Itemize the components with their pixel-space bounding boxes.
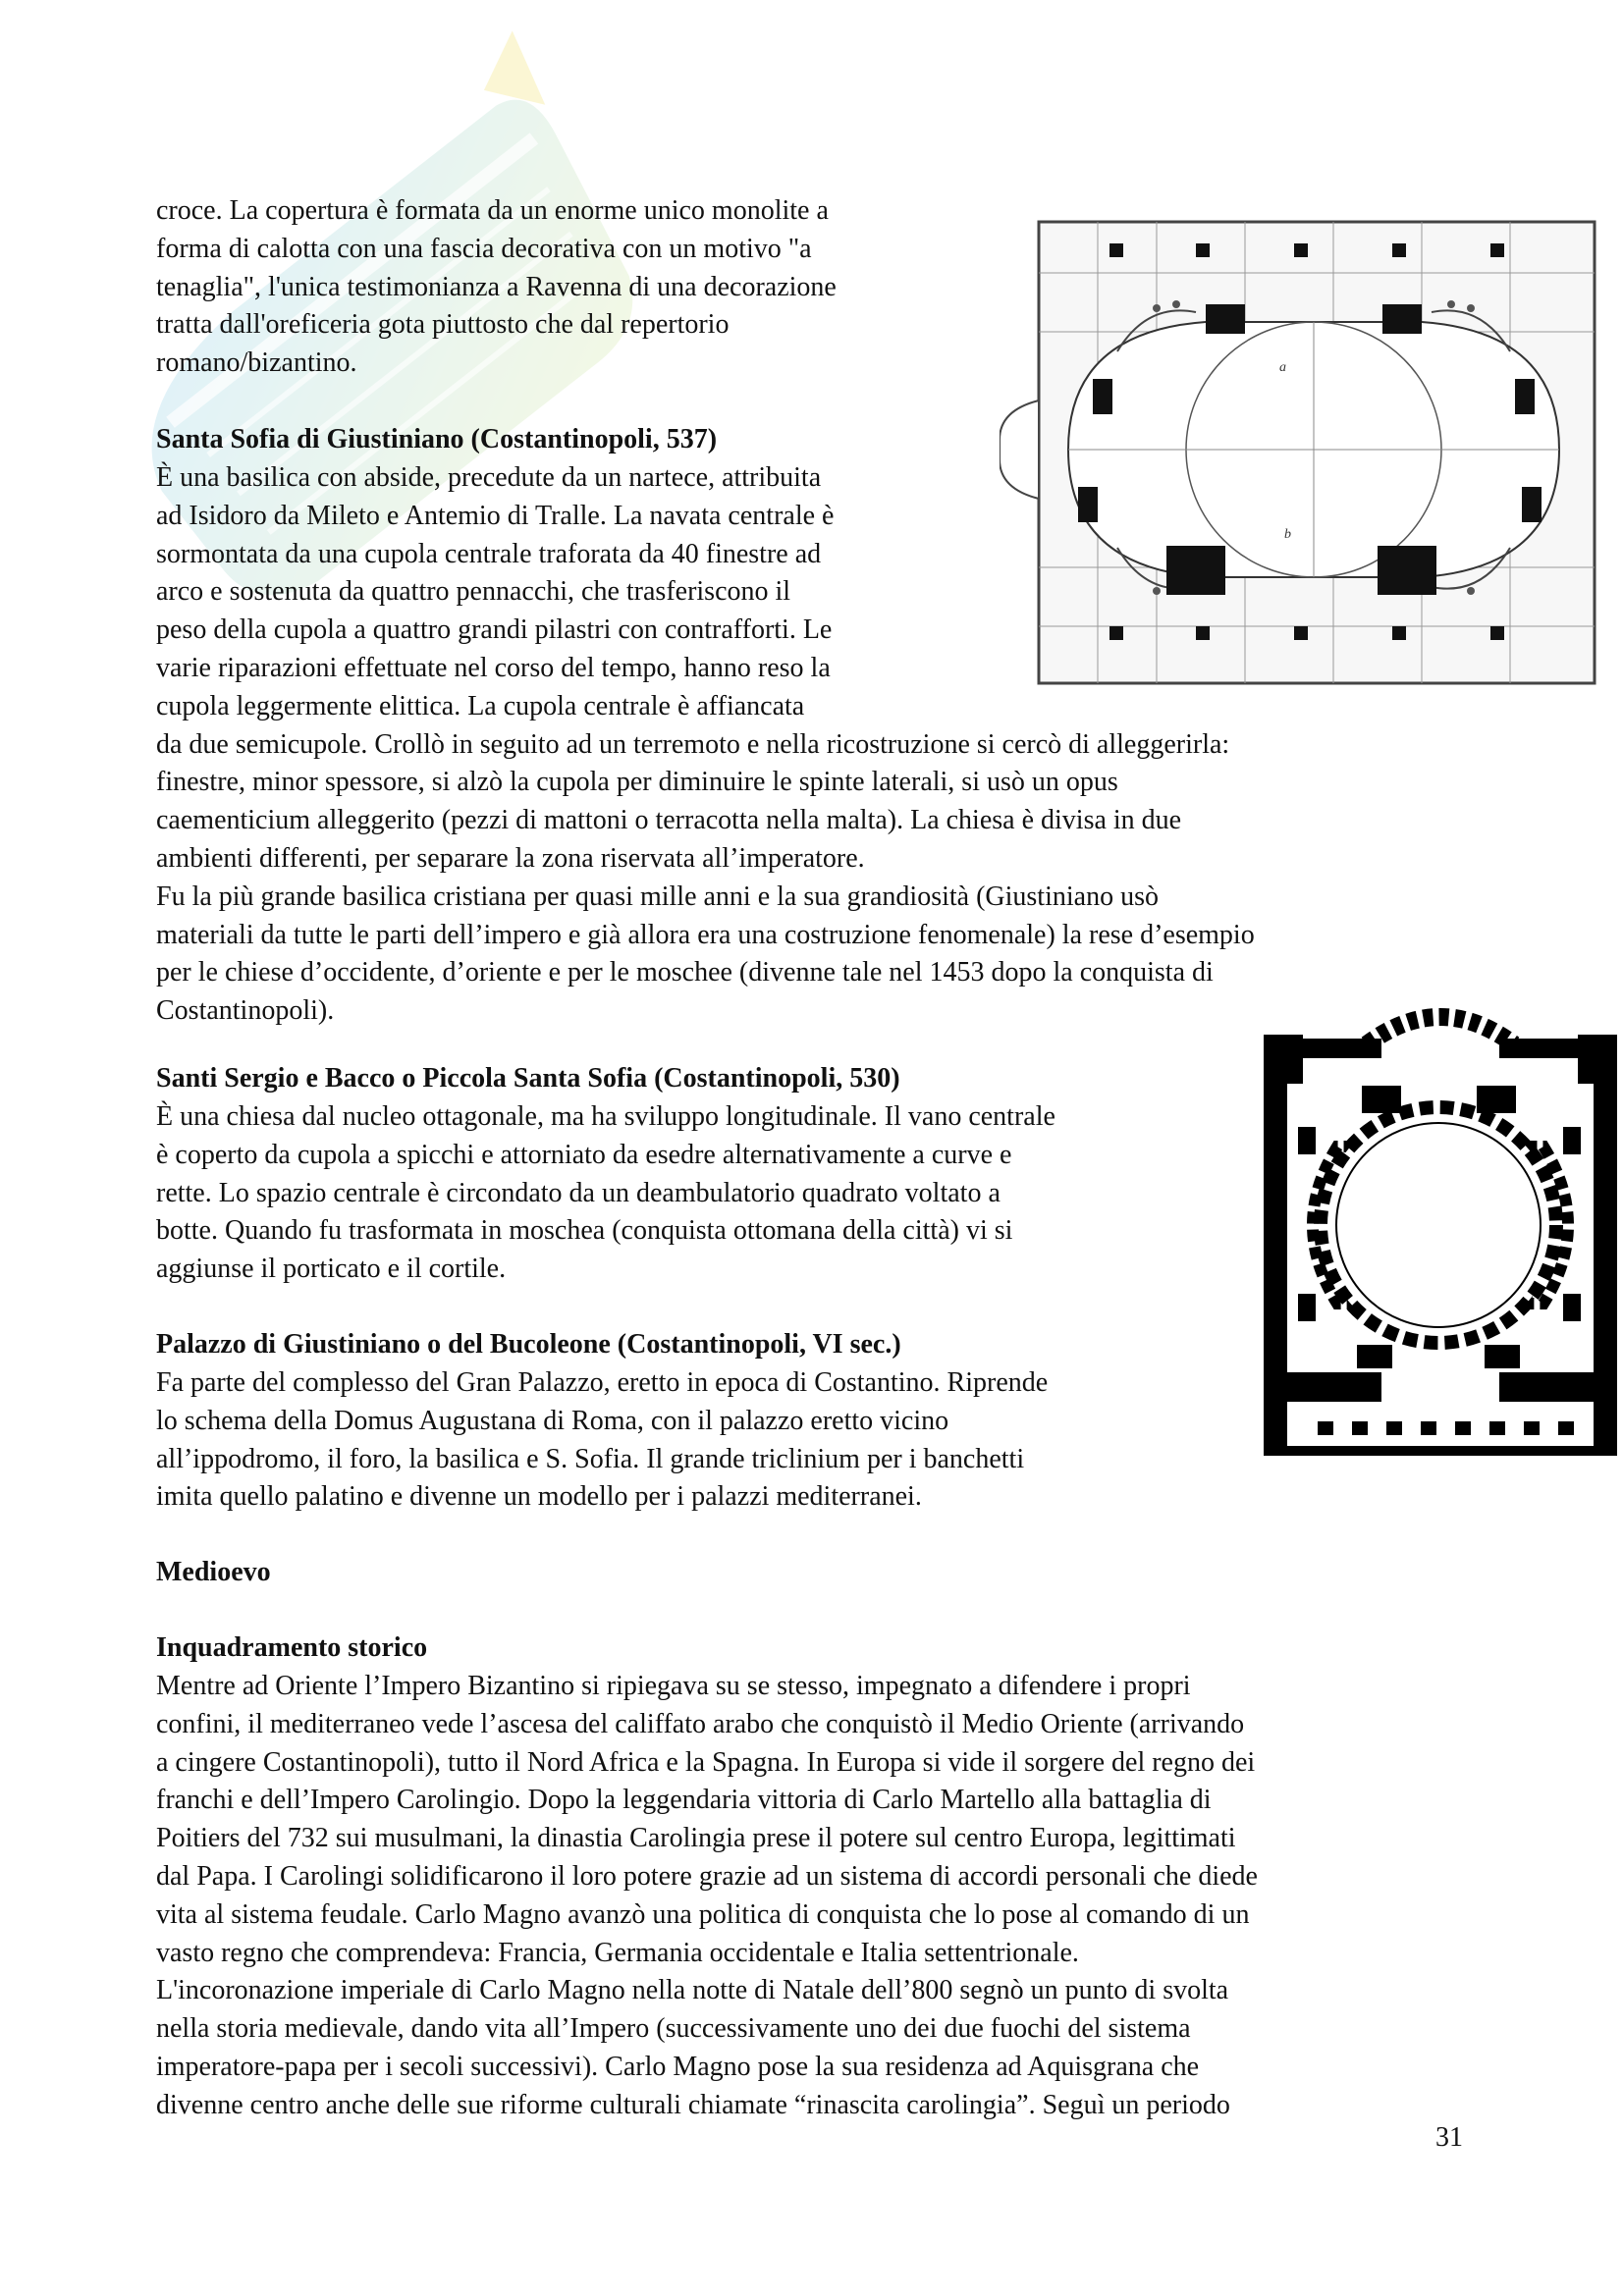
text-line: divenne centro anche delle sue riforme culturali chiamate “rinascita carolingia”. Seguì un periodo [156,2089,1230,2120]
text-line: croce. La copertura è formata da un enorme unico monolite a [156,195,829,226]
intro-paragraph [156,192,837,383]
santa-sofia-floor-plan [1000,214,1600,689]
sergio-bacco-heading: Santi Sergio e Bacco o Piccola Santa Sofia (Costantinopoli, 530) [156,1063,900,1094]
text-line: per le chiese d’occidente, d’oriente e per le moschee (divenne tale nel 1453 dopo la conquista di [156,957,1214,988]
text-line: Costantinopoli). [156,995,335,1027]
plan-letter-a: a [1279,360,1286,375]
plan-letter-b: b [1284,527,1291,542]
text-line: caementicium alleggerito (pezzi di mattoni o terracotta nella malta). La chiesa è divisa in due [156,805,1182,836]
text-line: romano/bizantino. [156,347,357,379]
text-line: vita al sistema feudale. Carlo Magno avanzò una politica di conquista che lo pose al comando di un [156,1898,1250,1930]
text-line: dal Papa. I Carolingi solidificarono il loro potere grazie ad un sistema di accordi personali che diede [156,1860,1258,1892]
palazzo-heading: Palazzo di Giustiniano o del Bucoleone (Costantinopoli, VI sec.) [156,1329,901,1360]
text-line: franchi e dell’Impero Carolingio. Dopo la leggendaria vittoria di Carlo Martello alla battaglia di [156,1785,1212,1816]
text-line: cupola leggermente elittica. La cupola centrale è affiancata [156,690,805,721]
text-line: nella storia medievale, dando vita all’Impero (successivamente uno dei due fuochi del sistema [156,2013,1191,2045]
inquadramento-heading: Inquadramento storico [156,1632,428,1663]
text-line: arco e sostenuta da quattro pennacchi, che trasferiscono il [156,576,791,608]
santa-sofia-heading: Santa Sofia di Giustiniano (Costantinopoli, 537) [156,424,718,454]
text-line: peso della cupola a quattro grandi pilastri con contrafforti. Le [156,614,833,646]
text-line: Mentre ad Oriente l’Impero Bizantino si ripiegava su se stesso, impegnato a difendere i propri [156,1671,1191,1701]
medioevo-heading: Medioevo [156,1557,271,1587]
text-line: ad Isidoro da Mileto e Antemio di Tralle. La navata centrale è [156,500,835,531]
page-number: 31 [1435,2122,1463,2153]
text-line: finestre, minor spessore, si alzò la cupola per diminuire le spinte laterali, si usò un opus [156,767,1118,798]
text-line: Poitiers del 732 sui musulmani, la dinastia Carolingia prese il potere sul centro Europa, legittimati [156,1823,1236,1854]
text-line: imita quello palatino e divenne un modello per i palazzi mediterranei. [156,1481,922,1513]
text-line: Fu la più grande basilica cristiana per quasi mille anni e la sua grandiosità (Giustiniano usò [156,881,1159,912]
text-line: L'incoronazione imperiale di Carlo Magno nella notte di Natale dell’800 segnò un punto di svolta [156,1975,1229,2006]
text-line: da due semicupole. Crollò in seguito ad un terremoto e nella ricostruzione si cercò di alleggerirla: [156,728,1230,760]
text-line: all’ippodromo, il foro, la basilica e S. Sofia. Il grande triclinium per i banchetti [156,1443,1025,1474]
text-line: aggiunse il porticato e il cortile. [156,1254,507,1285]
text-line: lo schema della Domus Augustana di Roma, con il palazzo eretto vicino [156,1405,949,1436]
text-line: rette. Lo spazio centrale è circondato da un deambulatorio quadrato voltato a [156,1177,1001,1208]
sergio-bacco-floor-plan [1259,999,1618,1459]
palazzo-paragraph [156,1364,1048,1517]
text-line: botte. Quando fu trasformata in moschea (conquista ottomana della città) vi si [156,1215,1013,1247]
text-line: tenaglia", l'unica testimonianza a Ravenna di una decorazione [156,271,837,302]
text-line: materiali da tutte le parti dell’impero e già allora era una costruzione fenomenale) la rese d’esempio [156,919,1255,950]
text-line: vasto regno che comprendeva: Francia, Germania occidentale e Italia settentrionale. [156,1937,1079,1968]
text-line: varie riparazioni effettuate nel corso del tempo, hanno reso la [156,652,831,683]
text-line: È una basilica con abside, precedute da un nartece, attribuita [156,462,822,493]
text-line: a cingere Costantinopoli), tutto il Nord Africa e la Spagna. In Europa si vide il sorgere del regno dei [156,1746,1256,1778]
text-line: imperatore-papa per i secoli successivi). Carlo Magno pose la sua residenza ad Aquisgrana che [156,2051,1200,2082]
text-line: è coperto da cupola a spicchi e attorniato da esedre alternativamente a curve e [156,1139,1012,1170]
text-line: forma di calotta con una fascia decorativa con un motivo "a [156,233,812,264]
inquadramento-paragraph [156,1668,1258,2125]
text-line: ambienti differenti, per separare la zona riservata all’imperatore. [156,842,865,874]
text-line: tratta dall'oreficeria gota piuttosto che dal repertorio [156,309,730,341]
text-line: confini, il mediterraneo vede l’ascesa del califfato arabo che conquistò il Medio Oriente (arrivando [156,1708,1245,1739]
text-line: È una chiesa dal nucleo ottagonale, ma ha sviluppo longitudinale. Il vano centrale [156,1101,1055,1132]
sergio-bacco-paragraph [156,1098,1055,1289]
text-line: sormontata da una cupola centrale traforata da 40 finestre ad [156,538,822,569]
text-line: Fa parte del complesso del Gran Palazzo, eretto in epoca di Costantino. Riprende [156,1367,1049,1398]
